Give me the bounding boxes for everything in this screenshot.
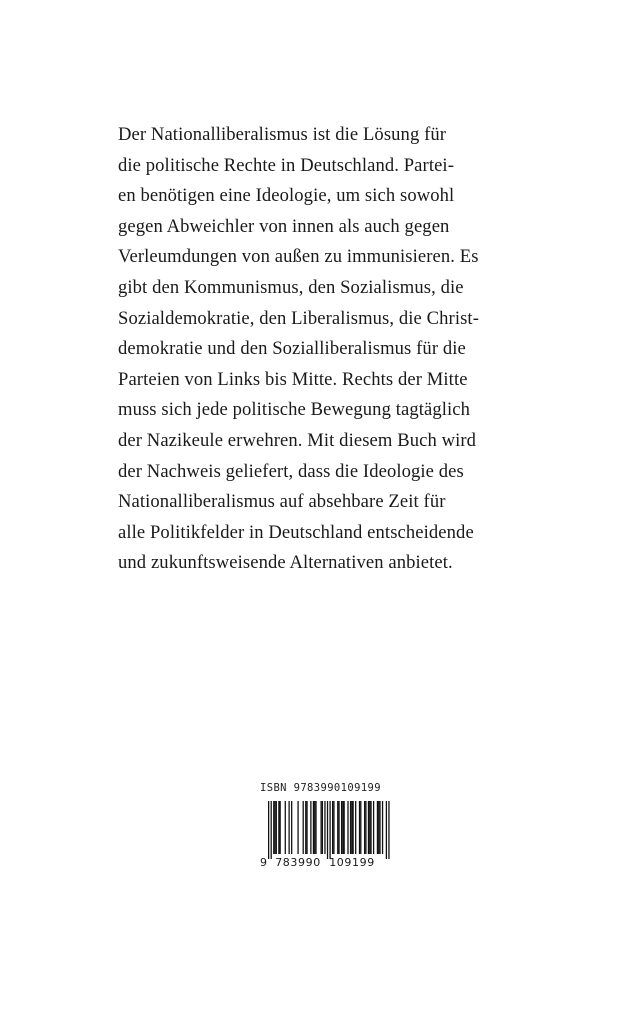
barcode-bar — [386, 801, 387, 859]
blurb-line: der Nazikeule erwehren. Mit diesem Buch wird — [118, 429, 477, 451]
barcode-bar — [314, 801, 315, 854]
barcode-bar — [276, 801, 277, 854]
barcode-bar — [359, 801, 360, 854]
barcode — [256, 799, 396, 869]
barcode-digits-left: 783990 — [275, 856, 321, 869]
blurb-line: muss sich jede politische Bewegung tagtäglich — [118, 399, 471, 421]
barcode-digits-right: 109199 — [329, 856, 375, 869]
blurb-line: Sozialdemokratie, den Liberalismus, die Christ- — [118, 307, 479, 329]
barcode-bar — [377, 801, 378, 854]
blurb-line: Parteien von Links bis Mitte. Rechts der Mitte — [118, 368, 468, 390]
barcode-bar — [310, 801, 311, 854]
barcode-bar — [350, 801, 351, 854]
barcode-bar — [320, 801, 321, 854]
barcode-bar — [344, 801, 345, 854]
barcode-bar — [351, 801, 352, 854]
blurb-line: Verleumdungen von außen zu immunisieren. Es — [118, 246, 479, 268]
barcode-bar — [305, 801, 306, 854]
barcode-bar — [378, 801, 379, 854]
isbn-label: ISBN 9783990109199 — [260, 782, 381, 794]
barcode-bar — [278, 801, 279, 854]
barcode-bar — [297, 801, 298, 854]
blurb-line: gegen Abweichler von innen als auch gegen — [118, 215, 450, 237]
blurb-line: demokratie und den Sozialliberalismus für die — [118, 338, 466, 360]
barcode-bar — [364, 801, 365, 854]
barcode-bar — [368, 801, 369, 854]
barcode-bar — [369, 801, 370, 854]
barcode-bar — [337, 801, 338, 854]
barcode-bar — [273, 801, 274, 854]
barcode-bar — [324, 801, 325, 854]
blurb-line: Nationalliberalismus auf absehbare Zeit für — [118, 491, 446, 513]
barcode-bar — [373, 801, 374, 854]
barcode-bar — [341, 801, 342, 854]
blurb-text — [118, 120, 558, 579]
barcode-bar — [271, 801, 272, 859]
barcode-bar — [379, 801, 380, 854]
barcode-bar — [338, 801, 339, 854]
barcode-bar — [355, 801, 356, 854]
barcode-bar — [280, 801, 281, 854]
barcode-bar — [291, 801, 292, 854]
barcode-bar — [306, 801, 307, 854]
blurb-line: gibt den Kommunismus, den Sozialismus, die — [118, 276, 464, 298]
barcode-bar — [303, 801, 304, 854]
barcode-bar — [365, 801, 366, 854]
blurb-line: die politische Rechte in Deutschland. Partei- — [118, 154, 454, 176]
barcode-bar — [288, 801, 289, 854]
barcode-bar — [342, 801, 343, 854]
blurb-line: Der Nationalliberalismus ist die Lösung für — [118, 124, 447, 145]
blurb-line: der Nachweis geliefert, dass die Ideologie des — [118, 460, 464, 482]
barcode-bar — [274, 801, 275, 854]
barcode-bar — [327, 801, 328, 859]
barcode-bar — [285, 801, 286, 854]
barcode-bar — [268, 801, 269, 859]
barcode-bar — [315, 801, 316, 854]
barcode-bar — [347, 801, 348, 854]
blurb-line: und zukunftsweisende Alternativen anbietet. — [118, 552, 453, 574]
barcode-bar — [329, 801, 330, 859]
barcode-bar — [333, 801, 334, 854]
blurb-line: alle Politikfelder in Deutschland entscheidende — [118, 521, 474, 543]
barcode-bar — [370, 801, 371, 854]
barcode-bar — [382, 801, 383, 854]
barcode-bar — [352, 801, 353, 854]
barcode-bar — [322, 801, 323, 854]
blurb-line: en benötigen eine Ideologie, um sich sowohl — [118, 185, 455, 207]
barcode-bar — [313, 801, 314, 854]
barcode-bar — [332, 801, 333, 854]
barcode-bar — [388, 801, 389, 859]
isbn-block — [256, 782, 396, 869]
barcode-digit-first: 9 — [260, 856, 267, 869]
barcode-bar — [360, 801, 361, 854]
